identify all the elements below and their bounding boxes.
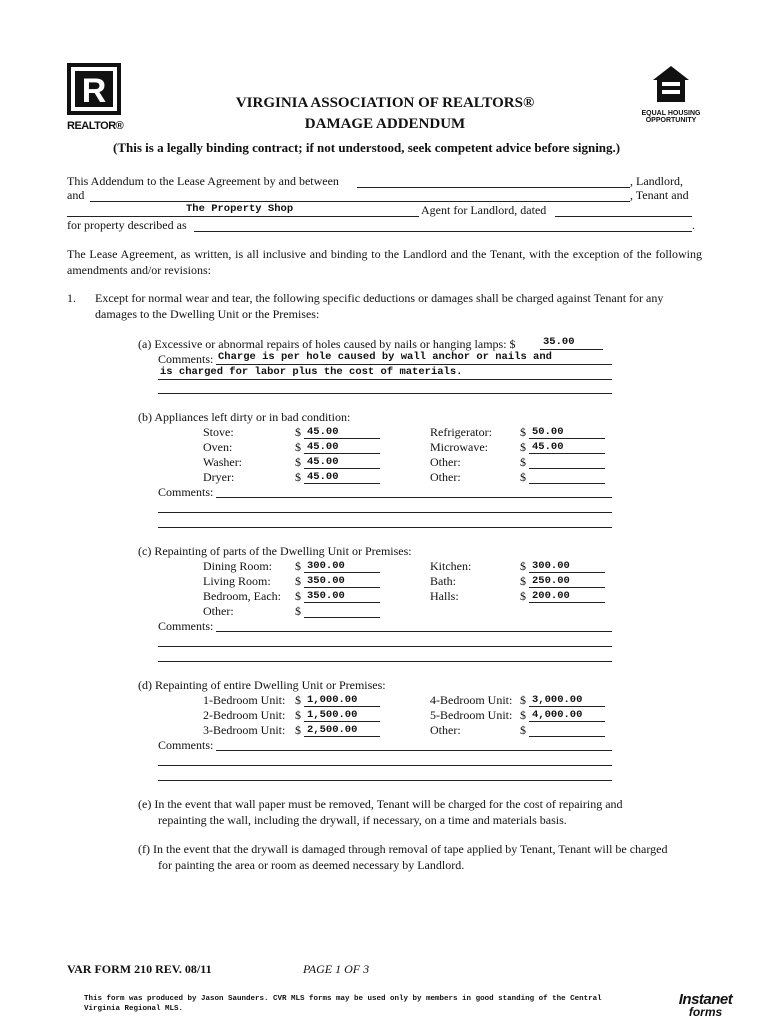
c-right-amount-value: 250.00	[532, 575, 570, 587]
c-right-label: Halls:	[430, 589, 459, 603]
section-c-comments-label: Comments:	[158, 619, 214, 633]
equal-housing-icon	[653, 66, 689, 106]
b-comment-line2[interactable]	[158, 512, 612, 513]
c-right-amount-field[interactable]	[529, 602, 605, 603]
b-left-amount-value: 45.00	[307, 441, 339, 453]
landlord-name-field[interactable]	[357, 187, 630, 188]
section-d-comments-label: Comments:	[158, 738, 214, 752]
b-left-label: Stove:	[203, 425, 234, 439]
dollar-sign: $	[295, 470, 301, 484]
intro-line1-suffix: , Landlord,	[630, 174, 683, 188]
svg-text:R: R	[81, 72, 107, 110]
section-e-line2: repainting the wall, including the drywall, if necessary, on a time and materials basis.	[158, 813, 567, 827]
a-comment-line1[interactable]	[216, 364, 612, 365]
section-f-line2: for painting the area or room as deemed necessary by Landlord.	[158, 858, 465, 872]
d-left-amount-field[interactable]	[304, 736, 380, 737]
section-a-label: (a) Excessive or abnormal repairs of holes caused by nails or hanging lamps: $	[138, 337, 516, 351]
b-right-amount-value: 50.00	[532, 426, 564, 438]
b-left-amount-value: 45.00	[307, 426, 339, 438]
c-comment-line1[interactable]	[216, 631, 612, 632]
b-left-amount-field[interactable]	[304, 468, 380, 469]
b-right-amount-field[interactable]	[529, 453, 605, 454]
dollar-sign: $	[295, 604, 301, 618]
b-left-label: Washer:	[203, 455, 243, 469]
form-id: VAR FORM 210 REV. 08/11	[67, 962, 212, 976]
lease-paragraph: The Lease Agreement, as written, is all inclusive and binding to the Landlord and the Tenant, with the exception of the following amendments and/or revisions:	[67, 247, 702, 277]
b-left-amount-value: 45.00	[307, 456, 339, 468]
section-e-line1: (e) In the event that wall paper must be removed, Tenant will be charged for the cost of repairing and	[138, 797, 623, 811]
b-right-label: Microwave:	[430, 440, 488, 454]
a-comment-line2[interactable]	[158, 379, 612, 380]
realtor-r-icon	[67, 63, 123, 115]
b-left-label: Dryer:	[203, 470, 235, 484]
tenant-name-field[interactable]	[90, 201, 630, 202]
c-right-amount-value: 300.00	[532, 560, 570, 572]
dollar-sign: $	[295, 589, 301, 603]
d-left-label: 2-Bedroom Unit:	[203, 708, 286, 722]
c-comment-line2[interactable]	[158, 646, 612, 647]
dollar-sign: $	[520, 455, 526, 469]
realtor-logo	[67, 63, 123, 131]
agent-label: Agent for Landlord, dated	[421, 203, 547, 217]
item1-text-line1: Except for normal wear and tear, the following specific deductions or damages shall be charged against Tenant for any	[95, 291, 664, 305]
instanet-brand-line2: forms	[688, 1005, 723, 1019]
d-left-amount-value: 2,500.00	[307, 724, 358, 736]
c-left-label: Other:	[203, 604, 234, 618]
section-a-comments-label: Comments:	[158, 352, 214, 366]
d-right-label: 4-Bedroom Unit:	[430, 693, 513, 707]
hole-charge-value: 35.00	[543, 336, 575, 348]
c-comment-line3[interactable]	[158, 661, 612, 662]
dollar-sign: $	[295, 440, 301, 454]
b-left-label: Oven:	[203, 440, 233, 454]
dollar-sign: $	[295, 455, 301, 469]
section-b-comments-label: Comments:	[158, 485, 214, 499]
produced-line2: Virginia Regional MLS.	[84, 1005, 184, 1013]
eho-line1: EQUAL HOUSING	[641, 110, 701, 117]
dollar-sign: $	[520, 589, 526, 603]
c-left-amount-field[interactable]	[304, 617, 380, 618]
section-c-label: (c) Repainting of parts of the Dwelling Unit or Premises:	[138, 544, 412, 558]
c-left-amount-value: 350.00	[307, 575, 345, 587]
produced-line1: This form was produced by Jason Saunders. CVR MLS forms may be used only by members in good standing of the Central	[84, 995, 602, 1003]
b-right-amount-field[interactable]	[529, 483, 605, 484]
dollar-sign: $	[295, 693, 301, 707]
agent-value: The Property Shop	[186, 203, 294, 215]
b-right-label: Other:	[430, 470, 461, 484]
dollar-sign: $	[295, 574, 301, 588]
a-comment2: is charged for labor plus the cost of materials.	[160, 366, 463, 378]
item1-text-line2: damages to the Dwelling Unit or the Premises:	[95, 307, 320, 321]
property-end: .	[692, 218, 695, 232]
form-title-line2: DAMAGE ADDENDUM	[304, 116, 466, 132]
b-right-label: Refrigerator:	[430, 425, 492, 439]
d-right-amount-value: 4,000.00	[532, 709, 583, 721]
d-right-amount-field[interactable]	[529, 736, 605, 737]
eho-line2: OPPORTUNITY	[645, 117, 697, 124]
dollar-sign: $	[520, 559, 526, 573]
dollar-sign: $	[520, 440, 526, 454]
c-left-label: Living Room:	[203, 574, 271, 588]
item1-number: 1.	[67, 291, 76, 305]
d-right-amount-field[interactable]	[529, 706, 605, 707]
c-right-label: Kitchen:	[430, 559, 472, 573]
b-left-amount-field[interactable]	[304, 483, 380, 484]
section-f-line1: (f) In the event that the drywall is damaged through removal of tape applied by Tenant, Tenant will be charged	[138, 842, 668, 856]
d-right-amount-field[interactable]	[529, 721, 605, 722]
b-comment-line3[interactable]	[158, 527, 612, 528]
page-indicator: PAGE 1 OF 3	[303, 962, 370, 976]
d-left-label: 1-Bedroom Unit:	[203, 693, 286, 707]
instanet-logo	[668, 992, 743, 1018]
dollar-sign: $	[295, 425, 301, 439]
b-comment-line1[interactable]	[216, 497, 612, 498]
dollar-sign: $	[520, 574, 526, 588]
dollar-sign: $	[295, 559, 301, 573]
property-field[interactable]	[194, 231, 692, 232]
b-left-amount-field[interactable]	[304, 453, 380, 454]
d-right-amount-value: 3,000.00	[532, 694, 583, 706]
dollar-sign: $	[295, 708, 301, 722]
c-right-amount-value: 200.00	[532, 590, 570, 602]
c-right-amount-field[interactable]	[529, 572, 605, 573]
realtor-label: REALTOR®	[67, 120, 124, 132]
d-left-amount-value: 1,000.00	[307, 694, 358, 706]
equal-housing-logo	[641, 66, 701, 130]
form-title-line1: VIRGINIA ASSOCIATION OF REALTORS®	[235, 95, 535, 111]
d-comment-line1[interactable]	[216, 750, 612, 751]
d-right-label: Other:	[430, 723, 461, 737]
c-right-amount-field[interactable]	[529, 587, 605, 588]
b-right-amount-value: 45.00	[532, 441, 564, 453]
c-left-amount-field[interactable]	[304, 587, 380, 588]
b-right-amount-field[interactable]	[529, 468, 605, 469]
b-right-label: Other:	[430, 455, 461, 469]
d-left-amount-field[interactable]	[304, 721, 380, 722]
instanet-brand-line1: Instanet	[678, 991, 733, 1008]
property-label: for property described as	[67, 218, 187, 232]
dollar-sign: $	[520, 693, 526, 707]
section-b-label: (b) Appliances left dirty or in bad condition:	[138, 410, 351, 424]
date-field[interactable]	[555, 216, 692, 217]
d-left-label: 3-Bedroom Unit:	[203, 723, 286, 737]
d-left-amount-field[interactable]	[304, 706, 380, 707]
c-right-label: Bath:	[430, 574, 456, 588]
c-left-amount-field[interactable]	[304, 572, 380, 573]
c-left-amount-value: 300.00	[307, 560, 345, 572]
d-right-label: 5-Bedroom Unit:	[430, 708, 513, 722]
c-left-label: Dining Room:	[203, 559, 273, 573]
dollar-sign: $	[520, 723, 526, 737]
b-right-amount-field[interactable]	[529, 438, 605, 439]
d-comment-line2[interactable]	[158, 765, 612, 766]
dollar-sign: $	[520, 708, 526, 722]
legal-warning: (This is a legally binding contract; if not understood, seek competent advice before signing.)	[113, 140, 621, 155]
dollar-sign: $	[295, 723, 301, 737]
c-left-amount-field[interactable]	[304, 602, 380, 603]
intro-line1-prefix: This Addendum to the Lease Agreement by and between	[67, 174, 339, 188]
dollar-sign: $	[520, 425, 526, 439]
a-comment1: Charge is per hole caused by wall anchor or nails and	[218, 351, 552, 363]
d-left-amount-value: 1,500.00	[307, 709, 358, 721]
b-left-amount-field[interactable]	[304, 438, 380, 439]
c-left-label: Bedroom, Each:	[203, 589, 281, 603]
hole-charge-field[interactable]	[540, 349, 603, 350]
d-comment-line3[interactable]	[158, 780, 612, 781]
section-d-label: (d) Repainting of entire Dwelling Unit or Premises:	[138, 678, 386, 692]
c-left-amount-value: 350.00	[307, 590, 345, 602]
dollar-sign: $	[520, 470, 526, 484]
agent-field[interactable]	[67, 216, 419, 217]
intro-line2-prefix: and	[67, 188, 85, 202]
intro-line2-suffix: , Tenant and	[630, 188, 689, 202]
b-left-amount-value: 45.00	[307, 471, 339, 483]
a-comment-line3[interactable]	[158, 393, 612, 394]
